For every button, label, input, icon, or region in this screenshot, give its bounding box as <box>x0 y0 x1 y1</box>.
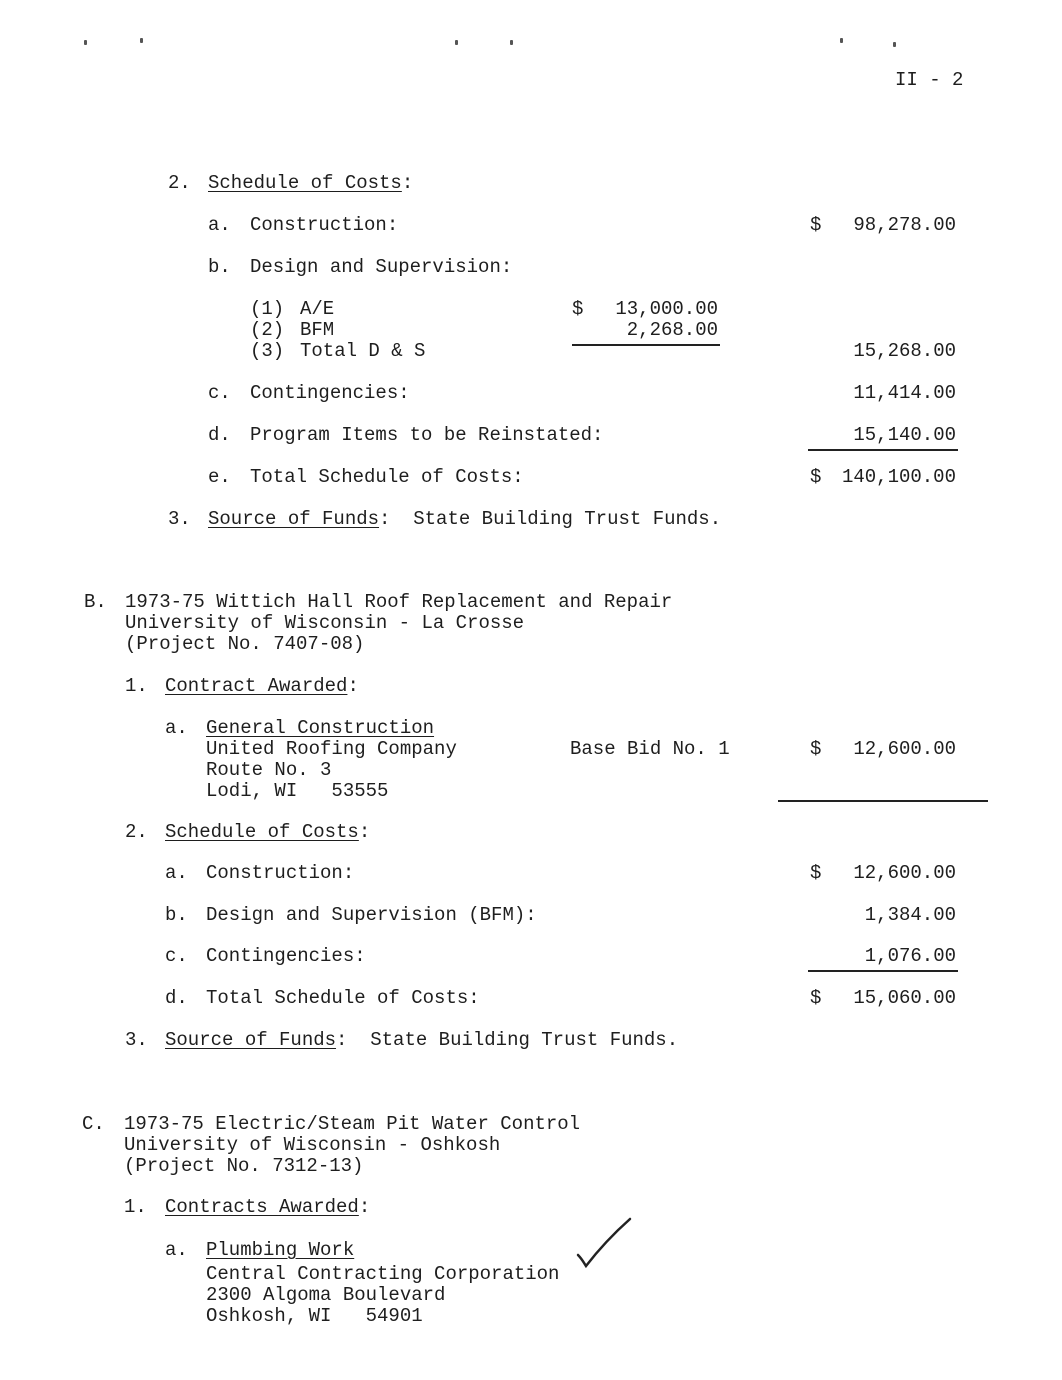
item-number: 2. <box>125 821 148 843</box>
total-schedule-amount: 140,100.00 <box>841 466 956 488</box>
contractor-address-line1: 2300 Algoma Boulevard <box>206 1284 446 1306</box>
sub-item-number: (1) <box>250 298 285 320</box>
currency-sign: $ <box>810 738 822 760</box>
design-supervision-label: Design and Supervision: <box>250 256 513 278</box>
contractor-address-line2: Oshkosh, WI 54901 <box>206 1305 423 1327</box>
item-number: 3. <box>168 508 191 530</box>
schedule-of-costs-heading: Schedule of Costs: <box>208 172 414 194</box>
item-letter: b. <box>165 904 188 926</box>
scan-mark <box>84 40 87 45</box>
sub-item-number: (2) <box>250 319 285 341</box>
section-title: 1973-75 Wittich Hall Roof Replacement and Repair <box>125 591 673 613</box>
currency-sign: $ <box>572 298 584 320</box>
program-items-label: Program Items to be Reinstated: <box>250 424 604 446</box>
currency-sign: $ <box>810 987 822 1009</box>
bid-label: Base Bid No. 1 <box>570 738 730 760</box>
contractor-name: Central Contracting Corporation <box>206 1263 560 1285</box>
subtotal-rule <box>572 344 720 346</box>
bfm-amount: 2,268.00 <box>626 319 718 341</box>
item-letter: c. <box>208 382 231 404</box>
design-supervision-label: Design and Supervision (BFM): <box>206 904 537 926</box>
item-number: 2. <box>168 172 191 194</box>
source-of-funds: Source of Funds: State Building Trust Funds. <box>165 1029 679 1051</box>
contract-awarded-heading: Contract Awarded: <box>165 675 359 697</box>
program-items-amount: 15,140.00 <box>853 424 956 446</box>
schedule-of-costs-heading: Schedule of Costs: <box>165 821 371 843</box>
total-rule <box>808 449 958 451</box>
contract-category: General Construction <box>206 717 435 739</box>
total-ds-label: Total D & S <box>300 340 426 362</box>
contract-rule <box>778 800 988 802</box>
currency-sign: $ <box>810 214 822 236</box>
total-schedule-label: Total Schedule of Costs: <box>250 466 524 488</box>
section-letter: B. <box>84 591 107 613</box>
section-title: 1973-75 Electric/Steam Pit Water Control <box>124 1113 581 1135</box>
item-letter: d. <box>165 987 188 1009</box>
source-of-funds: Source of Funds: State Building Trust Funds. <box>208 508 722 530</box>
item-letter: a. <box>165 717 188 739</box>
item-letter: e. <box>208 466 231 488</box>
ae-amount: 13,000.00 <box>615 298 718 320</box>
section-letter: C. <box>82 1113 105 1135</box>
construction-label: Construction: <box>250 214 399 236</box>
scan-mark <box>840 38 843 43</box>
contract-category: Plumbing Work <box>206 1239 355 1261</box>
total-ds-amount: 15,268.00 <box>853 340 956 362</box>
scan-mark <box>893 42 896 47</box>
contractor-address-line2: Lodi, WI 53555 <box>206 780 389 802</box>
section-institution: University of Wisconsin - La Crosse <box>125 612 525 634</box>
item-number: 3. <box>125 1029 148 1051</box>
contractor-address-line1: Route No. 3 <box>206 759 332 781</box>
design-supervision-amount: 1,384.00 <box>864 904 956 926</box>
contingencies-label: Contingencies: <box>206 945 366 967</box>
item-letter: b. <box>208 256 231 278</box>
item-letter: a. <box>165 1239 188 1261</box>
item-letter: c. <box>165 945 188 967</box>
total-schedule-amount: 15,060.00 <box>853 987 956 1009</box>
total-schedule-label: Total Schedule of Costs: <box>206 987 480 1009</box>
currency-sign: $ <box>810 862 822 884</box>
section-institution: University of Wisconsin - Oshkosh <box>124 1134 501 1156</box>
checkmark-icon <box>572 1215 636 1275</box>
bfm-label: BFM <box>300 319 335 341</box>
construction-amount: 12,600.00 <box>853 862 956 884</box>
ae-label: A/E <box>300 298 335 320</box>
project-number: (Project No. 7312-13) <box>124 1155 364 1177</box>
scan-mark <box>140 38 143 43</box>
total-rule <box>808 970 958 972</box>
item-letter: a. <box>208 214 231 236</box>
construction-amount: 98,278.00 <box>853 214 956 236</box>
scan-mark <box>510 40 513 45</box>
item-letter: d. <box>208 424 231 446</box>
currency-sign: $ <box>810 466 822 488</box>
contractor-name: United Roofing Company <box>206 738 457 760</box>
item-letter: a. <box>165 862 188 884</box>
contracts-awarded-heading: Contracts Awarded: <box>165 1196 371 1218</box>
sub-item-number: (3) <box>250 340 285 362</box>
item-number: 1. <box>125 675 148 697</box>
construction-label: Construction: <box>206 862 355 884</box>
scan-mark <box>455 40 458 45</box>
contingencies-label: Contingencies: <box>250 382 410 404</box>
contract-amount: 12,600.00 <box>853 738 956 760</box>
project-number: (Project No. 7407-08) <box>125 633 365 655</box>
contingencies-amount: 1,076.00 <box>864 945 956 967</box>
page-number: II - 2 <box>895 69 964 91</box>
contingencies-amount: 11,414.00 <box>853 382 956 404</box>
item-number: 1. <box>124 1196 147 1218</box>
